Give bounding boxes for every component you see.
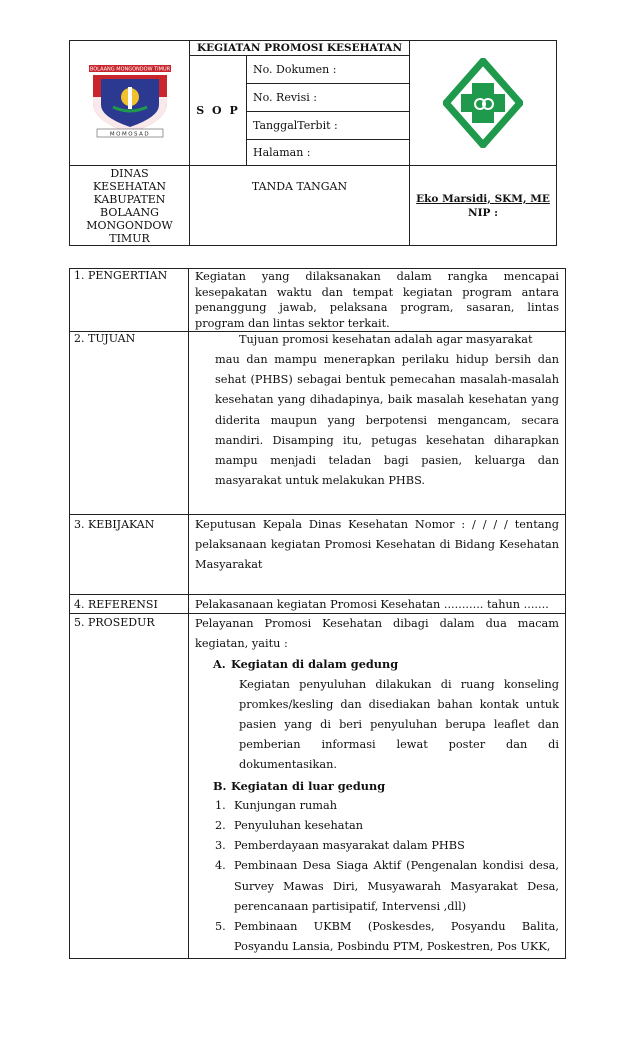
list-item: 4. Pembinaan Desa Siaga Aktif (Pengenalan kondisi desa, Survey Mawas Diri, Musyawarah Masyarakat Desa, perencanaan partisipatif, Intervensi ,dll) [215, 859, 559, 913]
prosedur-intro: Pelayanan Promosi Kesehatan dibagi dalam dua macam kegiatan, yaitu : [195, 617, 559, 651]
regency-emblem-logo [71, 57, 189, 149]
list-item: 3. Pemberdayaan masyarakat dalam PHBS [215, 839, 465, 853]
list-item: 2. Penyuluhan kesehatan [215, 819, 364, 833]
prosedur-subheading-b: B. Kegiatan di luar gedung [213, 778, 386, 793]
sop-label: S O P [190, 56, 247, 166]
puskesmas-logo-cell [410, 41, 557, 166]
prosedur-a-text: Kegiatan penyuluhan dilakukan di ruang konseling promkes/kesling dan disediakan bahan kontak untuk pasien yang di beri penyuluhan berupa leaflet dan pemberian informasi lewat poster dan di dokumentasikan. [239, 677, 559, 772]
sop-body-table [69, 268, 566, 959]
text-tujuan: mau dan mampu menerapkan perilaku hidup bersih dan sehat (PHBS) sebagai bentuk pemecahan masalah-masalah kesehatan yang dihadapinya, baik masalah kesehatan yang diderita maupun yang berpotensi mengancam, secara mandiri. Disamping itu, petugas kesehatan diharapkan mampu menjadi teladan bagi pasien, keluarga dan masyarakat untuk melakukan PHBS. [215, 353, 559, 488]
dinas-name: DINAS KESEHATAN KABUPATEN BOLAANG MONGONDOW TIMUR [70, 166, 190, 246]
list-item: 5. Pembinaan UKBM (Poskesdes, Posyandu Balita, Posyandu Lansia, Posbindu PTM, Poskestren, Pos UKK, [215, 920, 559, 954]
label-prosedur: 5. PROSEDUR [70, 614, 189, 959]
text-kebijakan: Keputusan Kepala Dinas Kesehatan Nomor : / / / / tentang pelaksanaan kegiatan Promosi Kesehatan di Bidang Kesehatan Masyarakat [189, 515, 566, 595]
text-referensi: Pelakasanaan kegiatan Promosi Kesehatan ........... tahun ....... [189, 595, 566, 614]
label-referensi: 4. REFERENSI [70, 595, 189, 614]
field-no-revisi: No. Revisi : [247, 84, 410, 112]
row-referensi [70, 595, 566, 614]
label-kebijakan: 3. KEBIJAKAN [70, 515, 189, 595]
puskesmas-logo [443, 58, 523, 148]
field-no-dokumen: No. Dokumen : [247, 56, 410, 84]
label-tujuan: 2. TUJUAN [70, 332, 189, 515]
regency-logo-cell [70, 41, 190, 166]
row-tujuan [70, 332, 566, 515]
field-halaman: Halaman : [247, 140, 410, 166]
signer-block [410, 166, 557, 246]
signer-nip: NIP : [468, 206, 498, 219]
prosedur-b-list [195, 796, 559, 958]
label-pengertian: 1. PENGERTIAN [70, 269, 189, 332]
row-kebijakan [70, 515, 566, 595]
document-title: KEGIATAN PROMOSI KESEHATAN [190, 41, 410, 56]
field-tanggal-terbit: TanggalTerbit : [247, 112, 410, 140]
tanda-tangan-label: TANDA TANGAN [190, 166, 410, 246]
emblem-motto-text: MOMOSAD [109, 131, 150, 138]
prosedur-subheading-a: A. Kegiatan di dalam gedung [213, 657, 399, 672]
header-table [69, 40, 557, 246]
text-tujuan-first: Tujuan promosi kesehatan adalah agar masyarakat [239, 333, 533, 346]
signer-name: Eko Marsidi, SKM, ME [416, 192, 550, 205]
row-pengertian [70, 269, 566, 332]
list-item: 1. Kunjungan rumah [215, 798, 338, 812]
text-pengertian: Kegiatan yang dilaksanakan dalam rangka mencapai kesepakatan waktu dan tempat kegiatan program antara penanggung jawab, pelaksana program, sasaran, lintas program dan lintas sektor terkait. [189, 269, 566, 332]
row-prosedur [70, 614, 566, 959]
emblem-banner-text: BOLAANG MONGONDOW TIMUR [89, 66, 170, 73]
